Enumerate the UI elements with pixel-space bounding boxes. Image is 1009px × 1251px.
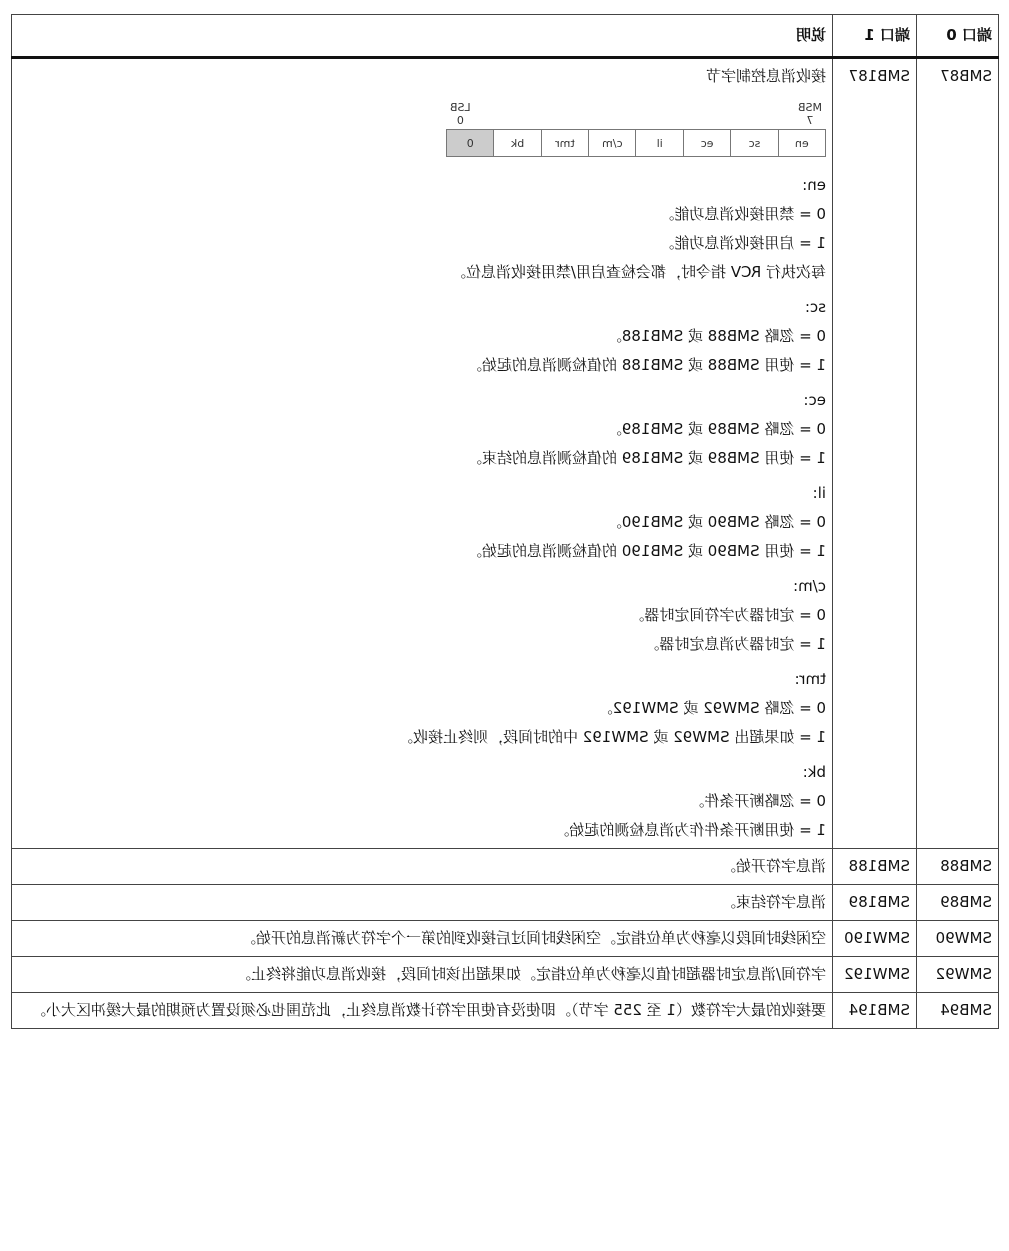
sm-bytes-table [11, 14, 999, 1029]
field-en-label: en: [802, 176, 826, 194]
cell-port1: SMB187 [833, 58, 917, 849]
table-row [12, 993, 999, 1029]
cell-port0: SMB88 [917, 849, 999, 885]
cell-port1: SMB194 [833, 993, 917, 1029]
bit-cell: c/m [588, 130, 635, 156]
cell-port0: SMB87 [917, 58, 999, 849]
bit-cell: ec [683, 130, 730, 156]
table-row [12, 957, 999, 993]
field-il-0: 0 = 忽略 SMB90 或 SMB190。 [606, 513, 826, 531]
bit-cell: sc [730, 130, 777, 156]
register-diagram [446, 101, 826, 157]
table-row [12, 885, 999, 921]
bit-cell: 0 [447, 130, 493, 156]
header-desc: 说明 [12, 15, 833, 58]
field-bk-1: 1 = 使用断开条件作为消息检测的起始。 [554, 821, 826, 839]
cell-port1: SMW192 [833, 957, 917, 993]
cell-port1: SMB188 [833, 849, 917, 885]
field-bk-0: 0 = 忽略断开条件。 [689, 792, 826, 810]
desc-text: 消息字符开始。 [720, 857, 826, 875]
field-tmr-label: tmr: [794, 670, 826, 688]
header-port1: 端口 1 [833, 15, 917, 58]
bit-cell: bk [493, 130, 540, 156]
cell-desc [12, 921, 833, 957]
field-sc-label: sc: [804, 298, 826, 316]
header-port0: 端口 0 [917, 15, 999, 58]
table-row [12, 921, 999, 957]
msb-label: MSB [797, 101, 822, 114]
field-tmr-0: 0 = 忽略 SMW92 或 SMW192。 [597, 699, 826, 717]
bit-cell: tmr [541, 130, 588, 156]
cell-desc [12, 993, 833, 1029]
field-sc-1: 1 = 使用 SMB88 或 SMB188 的值检测消息的起始。 [467, 356, 826, 374]
bit-cell: il [636, 130, 683, 156]
desc-text: 字符间/消息定时器超时值以毫秒为单位指定。如果超出该时间段，接收消息功能将终止。 [235, 965, 826, 983]
cell-port0: SMW92 [917, 957, 999, 993]
desc-text: 空闲线时间段以毫秒为单位指定。空闲线时间过后接收到的第一个字符为新消息的开始。 [240, 929, 826, 947]
field-ec-1: 1 = 使用 SMB89 或 SMB189 的值检测消息的结束。 [467, 449, 826, 467]
desc-text: 要接收的最大字符数（1 至 255 字节）。即使没有使用字符计数消息终止，此范围也必须设置为预期的最大缓冲区大小。 [31, 1001, 826, 1019]
table-header-row [12, 15, 999, 58]
field-en-1: 1 = 启用接收消息功能。 [659, 234, 826, 252]
desc-text: 消息字符结束。 [720, 893, 826, 911]
field-ec-label: ec: [803, 391, 826, 409]
cell-desc [12, 957, 833, 993]
cell-desc [12, 885, 833, 921]
field-cm-0: 0 = 定时器为字符间定时器。 [629, 606, 826, 624]
bit-cell: en [778, 130, 825, 156]
cell-port0: SMW90 [917, 921, 999, 957]
table-row [12, 58, 999, 849]
field-cm-label: c/m: [793, 577, 826, 595]
msb-bit: 7 [806, 114, 814, 127]
cell-port1: SMW190 [833, 921, 917, 957]
field-tmr-1: 1 = 如果超出 SMW92 或 SMW192 中的时间段，则终止接收。 [397, 728, 826, 746]
cell-desc [12, 58, 833, 849]
msb-label-block [798, 101, 822, 127]
field-en-note: 每次执行 RCV 指令时，都会检查启用/禁用接收消息位。 [450, 263, 826, 281]
cell-port1: SMB189 [833, 885, 917, 921]
desc-intro: 接收消息控制字节 [705, 67, 826, 85]
lsb-bit: 0 [456, 114, 464, 127]
cell-port0: SMB89 [917, 885, 999, 921]
field-il-1: 1 = 使用 SMB90 或 SMB190 的值检测消息的起始。 [467, 542, 826, 560]
field-sc-0: 0 = 忽略 SMB88 或 SMB188。 [606, 327, 826, 345]
lsb-label: LSB [450, 101, 471, 114]
lsb-label-block [450, 101, 471, 127]
table-row [12, 849, 999, 885]
field-bk-label: bk: [802, 763, 826, 781]
field-cm-1: 1 = 定时器为消息定时器。 [644, 635, 826, 653]
cell-desc [12, 849, 833, 885]
field-en-0: 0 = 禁用接收消息功能。 [659, 205, 826, 223]
field-il-label: il: [812, 484, 826, 502]
field-ec-0: 0 = 忽略 SMB89 或 SMB189。 [606, 420, 826, 438]
cell-port0: SMB94 [917, 993, 999, 1029]
register-bits [446, 129, 826, 157]
